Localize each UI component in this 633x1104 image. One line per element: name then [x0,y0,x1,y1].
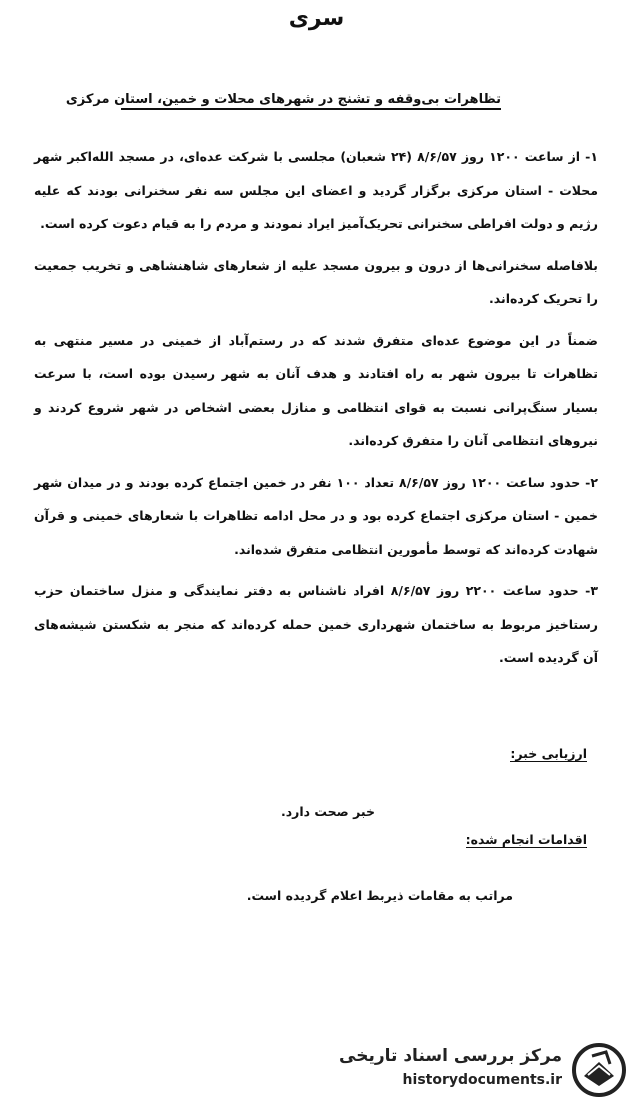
field-status-value: خبر صحت دارد. [281,804,375,819]
paragraph-3: ضمناً در این موضوع عده‌ای متفرق شدند که در رستم‌آباد از خمینی در مسیر منتهی به تظاهرات تا بیرون شهر به راه افتادند و هدف آنان به شهر رسیدن بوده است، با سرعت بسیار سنگ‌پرانی نسبت به قوای انتظامی و منازل بعضی اشخاص در شهر شروع کردند و نیروهای انتظامی آنان را متفرق کرده‌اند. [34,332,598,448]
field-source-label: ارزیابی خبر: [510,746,587,761]
watermark-url: historydocuments.ir [402,1072,562,1088]
document-body [34,140,598,675]
book-icon [570,1042,628,1098]
document-heading: تظاهرات بی‌وقفه و تشنج در شهرهای محلات و خمین، استان مرکزی [121,92,501,110]
closing-line: مراتب به مقامات ذیربط اعلام گردیده است. [246,888,513,903]
watermark-logo [323,1040,628,1100]
field-actions-label: اقدامات انجام شده: [465,832,587,847]
paragraph-5: ۳- حدود ساعت ۲۲۰۰ روز ۸/۶/۵۷ افراد ناشناس به دفتر نمایندگی و منزل ساختمان حزب رستاخیز مربوط به ساختمان شهرداری خمین حمله کرده‌اند که منجر به شکستن شیشه‌های آن گردیده است. [34,583,598,665]
classification-mark: سری [288,6,345,31]
watermark-title: مرکز بررسی اسناد تاریخی [339,1046,562,1066]
paragraph-1: ۱- از ساعت ۱۲۰۰ روز ۸/۶/۵۷ (۲۴ شعبان) مجلسی با شرکت عده‌ای، در مسجد الله‌اکبر شهر محلات - استان مرکزی برگزار گردید و اعضای این مجلس سه نفر سخنرانی بودند که علیه رژیم و دولت افراطی سخنرانی تحریک‌آمیز ایراد نمودند و مردم را به قیام دعوت کرده است. [34,149,598,231]
paragraph-2: بلافاصله سخنرانی‌ها از درون و بیرون مسجد علیه از شعارهای شاهنشاهی و تخریب جمعیت را تحریک کرده‌اند. [34,257,598,306]
paragraph-4: ۲- حدود ساعت ۱۲۰۰ روز ۸/۶/۵۷ تعداد ۱۰۰ نفر در خمین اجتماع کرده بودند و در میدان شهر خمین - استان مرکزی اجتماع کرده بود و در محل ادامه تظاهرات با شعارهای خمینی و قرآن شهادت کرده‌اند که توسط مأمورین انتظامی متفرق شده‌اند. [34,474,598,557]
